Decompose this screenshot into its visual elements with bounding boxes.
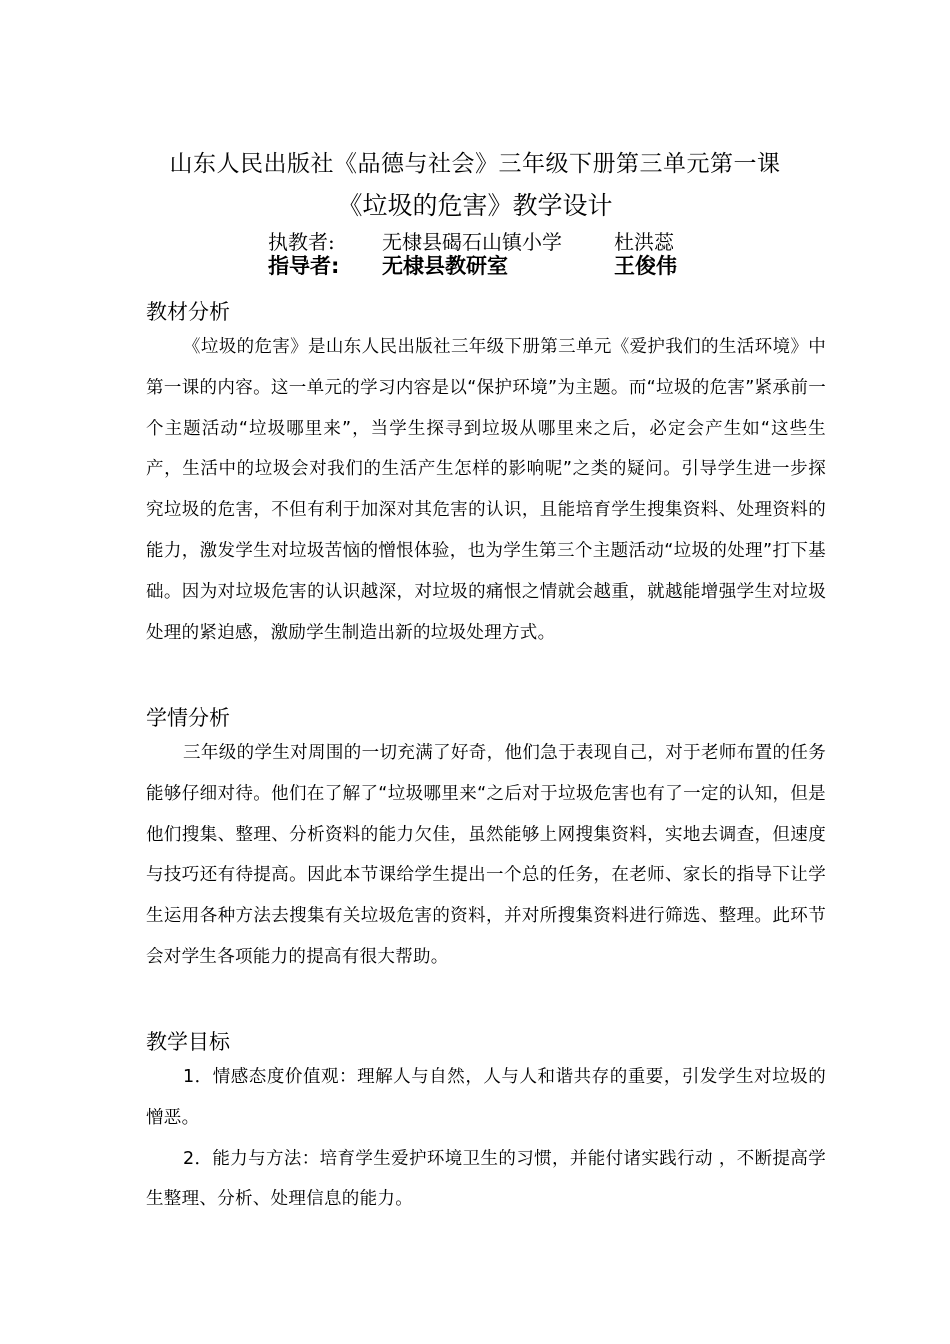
instructor-role-label: 执教者: (268, 230, 335, 254)
section-heading: 教学目标 (146, 1030, 230, 1054)
instructor-school: 无棣县碣石山镇小学 (382, 230, 562, 254)
section-paragraph: 三年级的学生对周围的一切充满了好奇，他们急于表现自己，对于老师布置的任务能够仔细对待。他们在了解了“垃圾哪里来“之后对于垃圾危害也有了一定的认知，但是他们搜集、整理、分析资料的能力欠佳，虽然能够上网搜集资料，实地去调查，但速度与技巧还有待提高。因此本节课给学生提出一个总的任务，在老师、家长的指导下让学生运用各种方法去搜集有关垃圾危害的资料，并对所搜集资料进行筛选、整理。此环节会对学生各项能力的提高有很大帮助。 (146, 743, 826, 967)
section-heading: 学情分析 (146, 706, 230, 730)
lesson-title: 《垃圾的危害》教学设计 (337, 191, 613, 220)
section-student-analysis (146, 703, 826, 978)
section-heading: 教材分析 (146, 300, 230, 324)
section-teaching-goals (146, 1027, 826, 1220)
instructor-name: 杜洪蕊 (614, 230, 674, 254)
section-paragraph: 《垃圾的危害》是山东人民出版社三年级下册第三单元《爱护我们的生活环境》中第一课的内容。这一单元的学习内容是以“保护环境”为主题。而“垃圾的危害”紧承前一个主题活动“垃圾哪里来”，当学生探寻到垃圾从哪里来之后，必定会产生如“这些生产，生活中的垃圾会对我们的生活产生怎样的影响呢”之类的疑问。引导学生进一步探究垃圾的危害，不但有利于加深对其危害的认识，且能培育学生搜集资料、处理资料的能力，激发学生对垃圾苦恼的憎恨体验，也为学生第三个主题活动“垃圾的处理”打下基础。因为对垃圾危害的认识越深，对垃圾的痛恨之情就会越重，就越能增强学生对垃圾处理的紧迫感，激励学生制造出新的垃圾处理方式。 (146, 337, 826, 643)
supervisor-name: 王俊伟 (614, 254, 677, 278)
goal-item-attitude: 1．情感态度价值观：理解人与自然，人与人和谐共存的重要，引发学生对垃圾的憎恶。 (146, 1067, 826, 1128)
series-title: 山东人民出版社《品德与社会》三年级下册第三单元第一课 (169, 151, 781, 177)
section-materials-analysis (146, 297, 826, 653)
supervisor-role-label: 指导者: (268, 254, 340, 278)
supervisor-office: 无棣县教研室 (382, 254, 508, 278)
goal-item-ability: 2．能力与方法：培育学生爱护环境卫生的习惯，并能付诸实践行动 ，不断提高学生整理、分析、处理信息的能力。 (146, 1148, 826, 1210)
